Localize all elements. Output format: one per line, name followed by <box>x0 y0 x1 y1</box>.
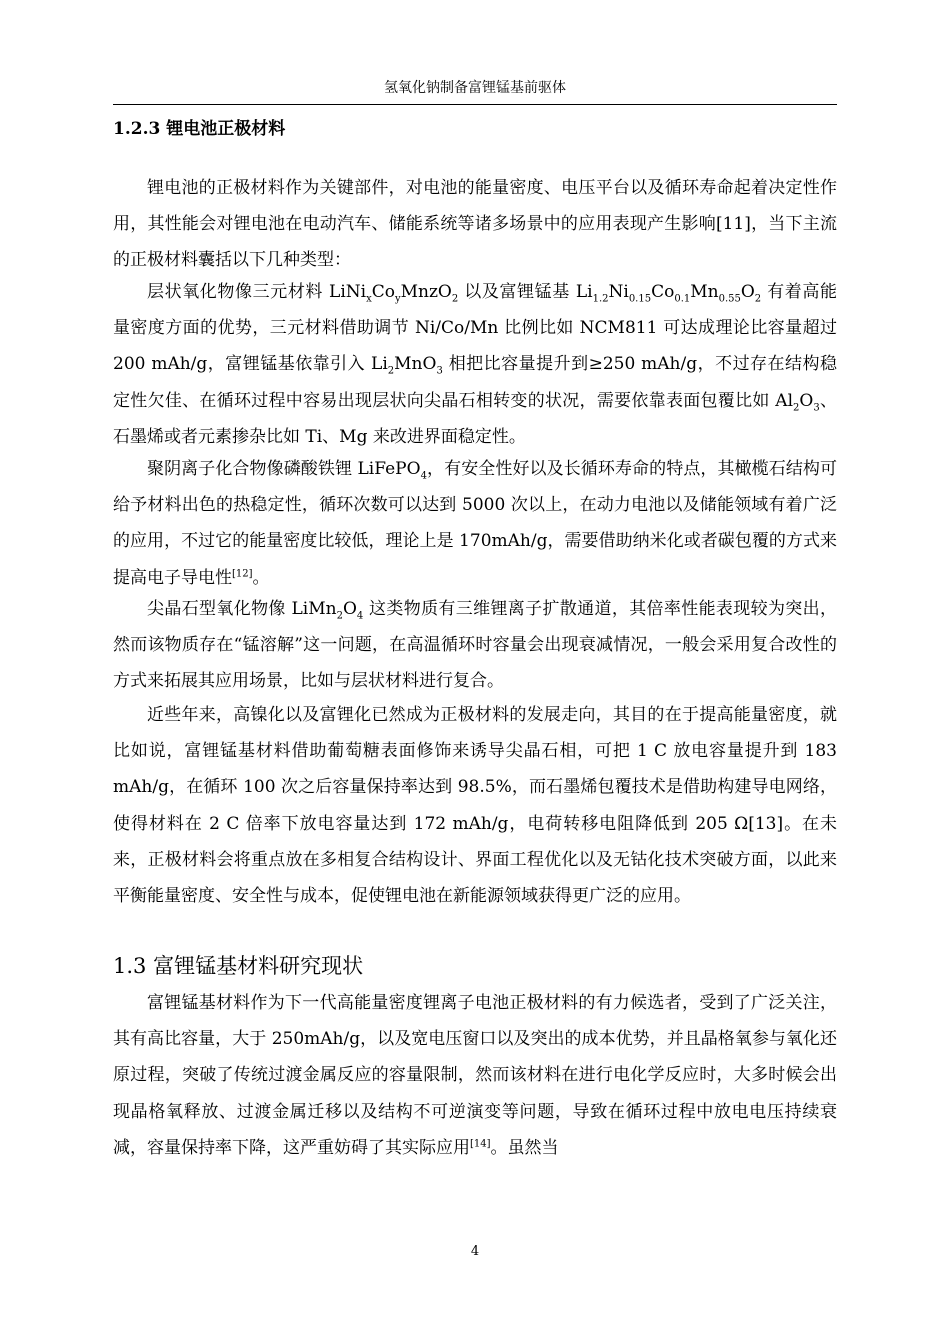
running-header-title: 氢氧化钠制备富锂锰基前驱体 <box>384 80 566 96</box>
paragraph-spinel: 尖晶石型氧化物像 $LiMn_2O_4$ 这类物质有三维锂离子扩散通道，其倍率性能表现较为突出，然而该物质存在“锰溶解”这一问题，在高温循环时容量会出现衰减情况，一般会采用复合改性的方式来拓展其应用场景，比如与层状材料进行复合。 <box>113 599 837 692</box>
header-divider <box>113 104 837 105</box>
paragraph-polyanion: 聚阴离子化合物像磷酸铁锂 LiFePO$_4$，有安全性好以及长循环寿命的特点，其橄榄石结构可给予材料出色的热稳定性，循环次数可以达到 5000 次以上，在动力电池以及储能领域有着广泛的应用，不过它的能量密度比较低，理论上是 170mAh/g，需要借助纳米化或者碳包覆的方式来提高电子导电性[12]。 <box>113 459 838 588</box>
page-number: 4 <box>470 1244 480 1259</box>
paragraph-li-rich-status: 富锂锰基材料作为下一代高能量密度锂离子电池正极材料的有力候选者，受到了广泛关注，其有高比容量，大于 250mAh/g，以及宽电压窗口以及突出的成本优势，并且晶格氧参与氧化还原过程，突破了传统过渡金属反应的容量限制，然而该材料在进行电化学反应时，大多时候会出现晶格氧释放、过渡金属迁移以及结构不可逆演变等问题，导致在循环过程中放电电压持续衰减，容量保持率下降，这严重妨碍了其实际应用[14]。虽然当 <box>113 993 837 1158</box>
paragraph-cathode-intro: 锂电池的正极材料作为关键部件，对电池的能量密度、电压平台以及循环寿命起着决定性作用，其性能会对锂电池在电动汽车、储能系统等诸多场景中的应用表现产生影响[11]，当下主流的正极材料囊括以下几种类型： <box>113 178 837 271</box>
citation-ref-12: [12] <box>232 567 253 579</box>
paragraph-trends: 近些年来，高镍化以及富锂化已然成为正极材料的发展走向，其目的在于提高能量密度，就比如说，富锂锰基材料借助葡萄糖表面修饰来诱导尖晶石相，可把 1 C 放电容量提升到 183 mAh/g，在循环 100 次之后容量保持率达到 98.5%，而石墨烯包覆技术是借助构建导电网络，使得材料在 2 C 倍率下放电容量达到 172 mAh/g，电荷转移电阻降低到 205 Ω[13]。在未来，正极材料会将重点放在多相复合结构设计、界面工程优化以及无钴化技术突破方面，以此来平衡能量密度、安全性与成本，促使锂电池在新能源领域获得更广泛的应用。 <box>113 705 837 907</box>
paragraph-layered-oxides: 层状氧化物像三元材料 $LiNi_xCo_yMnzO_2$ 以及富锂锰基 $Li_{1.2}Ni_{0.15}Co_{0.1}Mn_{0.55}O_2$ 有着高能量密度方面的优势，三元材料借助调节 Ni/Co/Mn 比例比如 NCM811 可达成理论比容量超过 200 mAh/g，富锂锰基依靠引入 $Li_2MnO_3$ 相把比容量提升到≥250 mAh/g，不过存在结构稳定性欠佳、在循环过程中容易出现层状向尖晶石相转变的状况，需要依靠表面包覆比如 $Al_2O_3$、石墨烯或者元素掺杂比如 Ti、Mg 来改进界面稳定性。 <box>113 282 837 447</box>
citation-ref-14: [14] <box>470 1138 491 1150</box>
section-heading-1-3: 1.3 富锂锰基材料研究现状 <box>113 954 364 978</box>
section-heading-1-2-3: 1.2.3 锂电池正极材料 <box>113 119 286 139</box>
